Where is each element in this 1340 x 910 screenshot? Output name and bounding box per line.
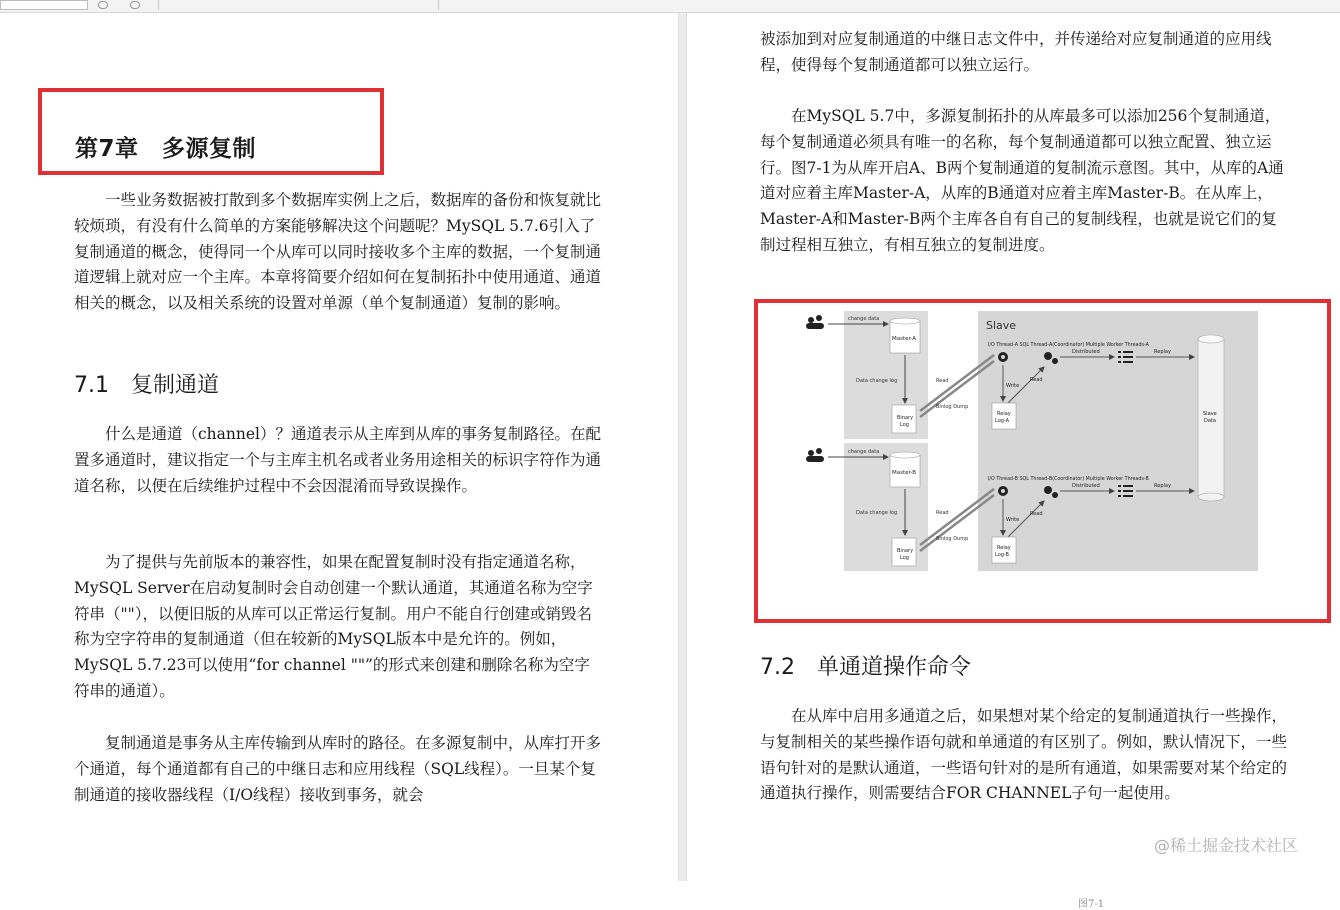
paragraph: 为了提供与先前版本的兼容性，如果在配置复制时没有指定通道名称，MySQL Server在启动复制时会自动创建一个默认通道，其通道名称为空字符串（""），以便旧版的从库可以正常运行复制。用户不能自行创建或销毁名称为空字符串的复制通道（但在较新的MySQL版本中是允许的。例如，MySQL 5.7.23可以使用“for channel ""”的形式来创建和删除名称为空字符串的通道）。 — [74, 553, 593, 700]
binary-log-b — [892, 538, 916, 566]
paragraph: 复制通道是事务从主库传输到从库时的路径。在多源复制中，从库打开多个通道，每个通道都有自己的中继日志和应用线程（SQL线程）。一旦某个复制通道的接收器线程（I/O线程）接收到事务，就会 — [74, 734, 602, 804]
svg-text:Data: Data — [1204, 418, 1216, 424]
paragraph: 在MySQL 5.7中，多源复制拓扑的从库最多可以添加256个复制通道，每个复制通道必须具有唯一的名称，每个复制通道都可以独立配置、独立运行。图7-1为从库开启A、B两个复制通道的复制流示意图。其中，从库的A通道对应着主库Master-A，从库的B通道对应着主库Master-B。在从库上，Master-A和Master-B两个主库各自有自己的复制线程，也就是说它们的复制过程相互独立，有相互独立的复制进度。 — [760, 107, 1284, 254]
svg-text:Binary: Binary — [897, 415, 914, 421]
master-a-label: Master-A — [892, 336, 917, 342]
chapter-title: 第7章 多源复制 — [75, 136, 257, 162]
gear-icon — [1044, 352, 1052, 360]
write-label: Write — [1006, 383, 1020, 389]
slave-label: Slave — [986, 319, 1017, 332]
paragraph: 什么是通道（channel）？通道表示从主库到从库的事务复制路径。在配置多通道时，建议指定一个与主库主机名或者业务用途相关的标识字符作为通道名称，以便在后续维护过程中不会因混淆而导致误操作。 — [74, 425, 602, 495]
threads-a-label: I/O Thread-A SQL Thread-A(Coordinator) Multiple Worker Threads-A — [988, 343, 1149, 348]
threads-b-label: I/O Thread-B SQL Thread-B(Coordinator) Multiple Worker Threads-B — [988, 477, 1149, 482]
paragraph: 被添加到对应复制通道的中继日志文件中，并传递给对应复制通道的应用线程，使得每个复制通道都可以独立运行。 — [760, 30, 1272, 74]
left-page — [0, 13, 677, 881]
data-change-log-label: Data change log — [856, 378, 898, 384]
intro-paragraph: 一些业务数据被打散到多个数据库实例上之后，数据库的备份和恢复就比较烦琐，有没有什么简单的方案能够解决这个问题呢？MySQL 5.7.6引入了复制通道的概念，使得同一个从库可以同时接收多个主库的数据，一个复制通道逻辑上就对应一个主库。本章将简要介绍如何在复制拓扑中使用通道、通道相关的概念，以及相关系统的设置对单源（单个复制通道）复制的影响。 — [74, 191, 602, 313]
svg-text:Log-B: Log-B — [995, 552, 1009, 558]
data-change-log-label: Data change log — [856, 510, 898, 516]
read-label: Read — [936, 378, 949, 384]
svg-text:Log: Log — [900, 422, 909, 428]
svg-text:Relay: Relay — [997, 411, 1011, 417]
toolbar-divider — [158, 0, 159, 10]
binlog-dump-label: Binlog Dump — [936, 404, 969, 410]
figure-caption: 图7-1 — [1078, 899, 1105, 910]
binlog-dump-label: Binlog Dump — [936, 536, 969, 542]
svg-text:Relay: Relay — [997, 545, 1011, 551]
list-icon — [1118, 485, 1133, 497]
change-data-label: change data — [848, 449, 880, 455]
gear-icon — [1044, 486, 1052, 494]
distributed-label: Distributed — [1072, 349, 1100, 355]
write-label: Write — [1006, 517, 1020, 523]
binary-log-a — [892, 405, 916, 433]
read-label: Read — [936, 510, 949, 516]
list-icon — [1118, 351, 1133, 363]
replay-label: Replay — [1154, 349, 1171, 355]
users-icon — [806, 315, 824, 329]
svg-text:Log: Log — [900, 555, 909, 561]
svg-text:Log-A: Log-A — [995, 418, 1010, 424]
change-data-label: change data — [848, 316, 880, 322]
distributed-label: Distributed — [1072, 483, 1100, 489]
section-title-7-1: 7.1 复制通道 — [74, 373, 219, 398]
users-icon — [806, 448, 824, 462]
toolbar-input[interactable] — [0, 0, 88, 10]
watermark: @稀土掘金技术社区 — [1154, 836, 1299, 855]
read-label: Read — [1030, 377, 1043, 383]
right-page — [686, 13, 1340, 910]
toolbar-divider — [438, 0, 439, 10]
svg-text:Binary: Binary — [897, 548, 914, 554]
svg-text:Slave: Slave — [1203, 411, 1217, 417]
relay-log-a — [992, 403, 1016, 429]
paragraph: 在从库中启用多通道之后，如果想对某个给定的复制通道执行一些操作，与复制相关的某些操作语句就和单通道的有区别了。例如，默认情况下，一些语句针对的是默认通道，一些语句针对的是所有通道，如果需要对某个给定的通道执行操作，则需要结合FOR CHANNEL子句一起使用。 — [760, 707, 1288, 803]
section-title-7-2: 7.2 单通道操作命令 — [760, 655, 971, 680]
master-b-label: Master-B — [892, 470, 916, 476]
undo-icon[interactable] — [98, 1, 108, 9]
replay-label: Replay — [1154, 483, 1171, 489]
redo-icon[interactable] — [130, 1, 140, 9]
replication-flow-diagram — [758, 303, 1327, 619]
slave-data-db — [1198, 335, 1224, 501]
relay-log-b — [992, 537, 1016, 563]
read-label: Read — [1030, 511, 1043, 517]
toolbar — [0, 0, 1340, 13]
